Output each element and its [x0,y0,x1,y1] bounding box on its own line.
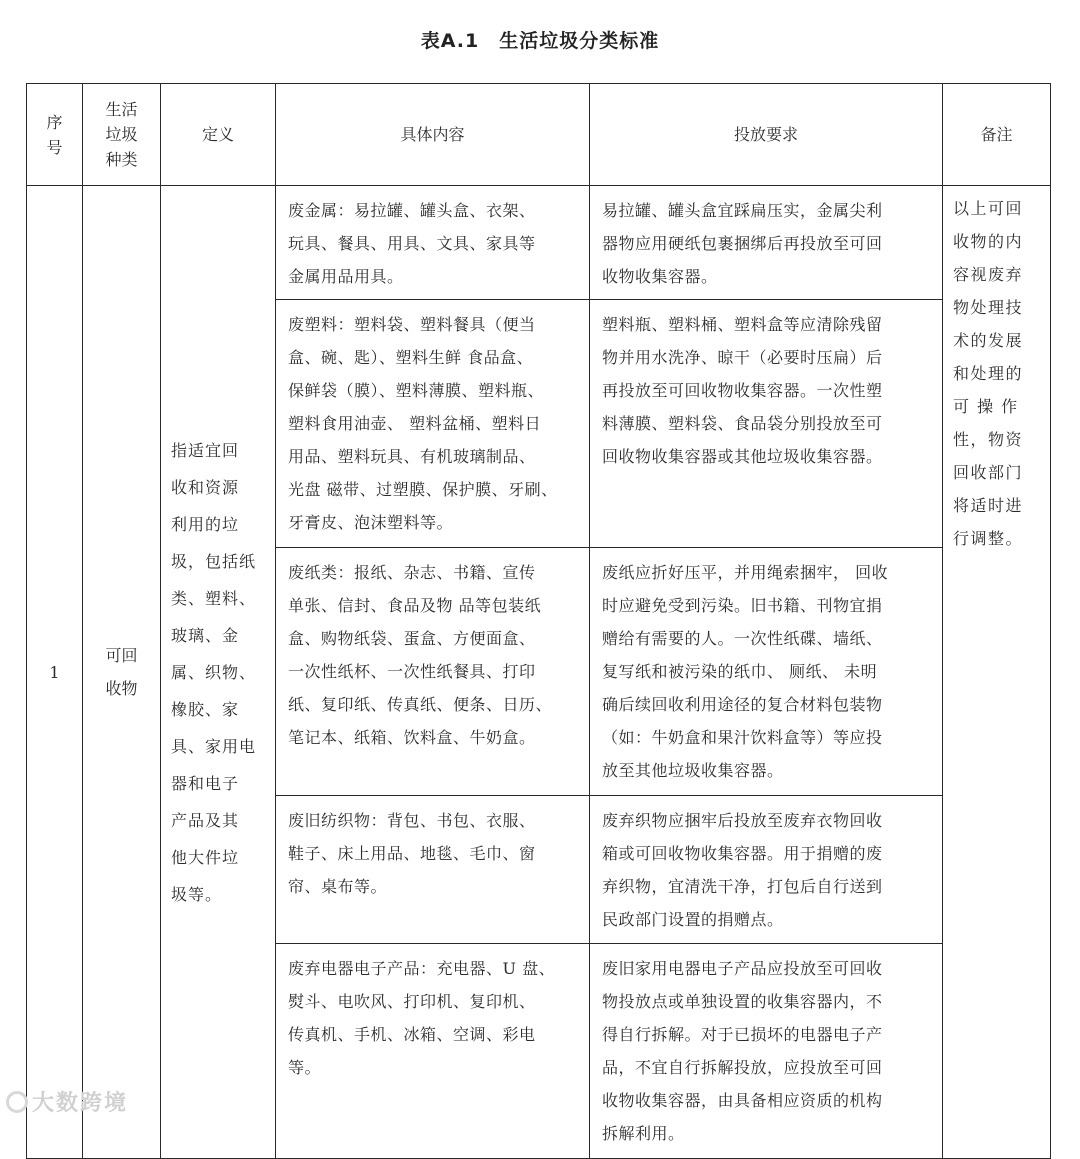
row-definition: 指适宜回 收和资源 利用的垃 圾，包括纸 类、塑料、 玻璃、金 属、织物、 橡胶、家 具、家用电 器和电子 产品及其 他大件垃 圾等。 [161,186,276,1159]
requirement-cell-plastic: 塑料瓶、塑料桶、塑料盒等应清除残留 物并用水洗净、晾干（必要时压扁）后 再投放至可回收物收集容器。一次性塑 料薄膜、塑料袋、食品袋分别投放至可 回收物收集容器或其他垃圾收集容器。 [590,300,943,548]
header-content: 具体内容 [276,84,590,186]
header-requirement: 投放要求 [590,84,943,186]
classification-table [26,83,1051,1159]
watermark [6,1086,128,1117]
content-cell-plastic: 废塑料：塑料袋、塑料餐具（便当 盒、碗、匙）、塑料生鲜 食品盒、 保鲜袋（膜）、塑料薄膜、塑料瓶、 塑料食用油壶、 塑料盆桶、塑料日 用品、塑料玩具、有机玻璃制品、 光盘 磁带、过塑膜、保护膜、牙刷、 牙膏皮、泡沫塑料等。 [276,300,590,548]
content-cell-paper: 废纸类：报纸、杂志、书籍、宣传 单张、信封、食品及物 品等包装纸 盒、购物纸袋、蛋盒、方便面盒、 一次性纸杯、一次性纸餐具、打印 纸、复印纸、传真纸、便条、日历、 笔记本、纸箱、饮料盒、牛奶盒。 [276,548,590,796]
header-note: 备注 [943,84,1051,186]
row-type: 可回 收物 [83,186,161,1159]
header-seq: 序 号 [27,84,83,186]
row-note: 以上可回 收物的内 容视废弃 物处理技 术的发展 和处理的 可 操 作 性，物资 回收部门 将适时进 行调整。 [943,186,1051,1159]
header-definition: 定义 [161,84,276,186]
requirement-cell-textile: 废弃织物应捆牢后投放至废弃衣物回收 箱或可回收物收集容器。用于捐赠的废 弃织物，宜清洗干净，打包后自行送到 民政部门设置的捐赠点。 [590,796,943,944]
table-row [27,186,1051,300]
watermark-text: 大数跨境 [32,1091,129,1116]
requirement-cell-electronics: 废旧家用电器电子产品应投放至可回收 物投放点或单独设置的收集容器内，不 得自行拆解。对于已损坏的电器电子产 品，不宜自行拆解投放，应投放至可回 收物收集容器，由具备相应资质的机构 拆解利用。 [590,944,943,1159]
header-row [27,84,1051,186]
content-cell-electronics: 废弃电器电子产品：充电器、U 盘、 熨斗、电吹风、打印机、复印机、 传真机、手机、冰箱、空调、彩电 等。 [276,944,590,1159]
row-seq: 1 [27,186,83,1159]
table-title: 表A.1 生活垃圾分类标准 [420,30,660,52]
watermark-logo-icon [6,1091,28,1113]
requirement-cell-metal: 易拉罐、罐头盒宜踩扁压实，金属尖利 器物应用硬纸包裹捆绑后再投放至可回 收物收集容器。 [590,186,943,300]
header-type: 生活 垃圾 种类 [83,84,161,186]
content-cell-metal: 废金属：易拉罐、罐头盒、衣架、 玩具、餐具、用具、文具、家具等 金属用品用具。 [276,186,590,300]
requirement-cell-paper: 废纸应折好压平，并用绳索捆牢， 回收 时应避免受到污染。旧书籍、刊物宜捐 赠给有需要的人。一次性纸碟、墙纸、 复写纸和被污染的纸巾、 厕纸、 未明 确后续回收利用途径的复合材料包装物 （如：牛奶盒和果汁饮料盒等）等应投 放至其他垃圾收集容器。 [590,548,943,796]
content-cell-textile: 废旧纺织物：背包、书包、衣服、 鞋子、床上用品、地毯、毛巾、窗 帘、桌布等。 [276,796,590,944]
